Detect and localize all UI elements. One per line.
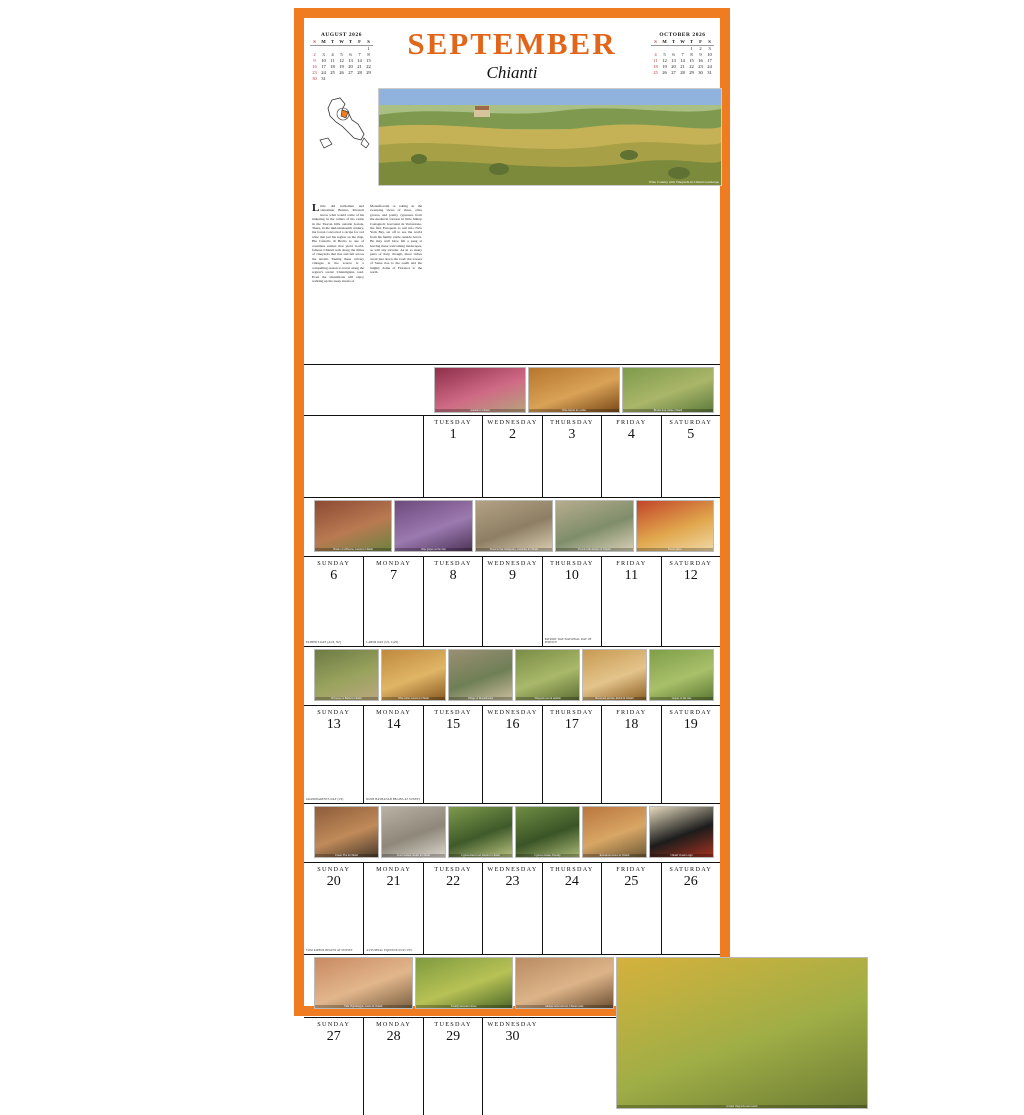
week-photo — [636, 500, 714, 552]
mini-calendar-previous — [310, 32, 373, 82]
mini-calendar-day: 13 — [671, 58, 676, 63]
day-name: SATURDAY — [661, 557, 720, 568]
day-cell[interactable] — [363, 445, 422, 497]
day-note: PATRIOT DAY/NATIONAL DAY OF SERVICE — [544, 638, 592, 644]
mini-calendar-day: 24 — [707, 64, 712, 69]
mini-calendar-dow: T — [346, 39, 355, 46]
mini-calendar-day: 9 — [313, 58, 316, 63]
mini-calendar-day: 30 — [312, 76, 317, 81]
day-number: 27 — [326, 1029, 341, 1044]
day-cell[interactable] — [601, 586, 660, 646]
week-photo — [622, 367, 714, 413]
mini-calendar-dow: F — [355, 39, 364, 46]
mini-calendar-day: 12 — [339, 58, 344, 63]
week-photo-caption: Autumn in Chianti — [435, 409, 525, 412]
mini-calendar-day: 31 — [707, 70, 712, 75]
mini-calendar-day: 29 — [689, 70, 694, 75]
day-cell[interactable] — [601, 892, 660, 954]
mini-calendar-day: 10 — [321, 58, 326, 63]
week-photo — [381, 649, 446, 701]
week-photo-caption: Street in San Gimignano, Castellina in Chianti — [476, 548, 552, 551]
calendar-week-row — [304, 497, 720, 646]
day-number: 18 — [601, 717, 660, 735]
day-name: SATURDAY — [661, 863, 720, 874]
week-day-cells — [304, 735, 720, 803]
week-photo — [582, 649, 647, 701]
day-cell[interactable] — [304, 735, 363, 803]
day-name: WEDNESDAY — [482, 1018, 541, 1029]
week-photo — [314, 649, 379, 701]
week-photo-caption: Bronze boar statue, Chianti — [623, 409, 713, 412]
week-day-names — [304, 862, 720, 874]
mini-calendar-day: 11 — [330, 58, 335, 63]
week-photo-strip — [304, 498, 720, 556]
page-subtitle: Chianti — [486, 63, 538, 82]
day-cell[interactable] — [304, 586, 363, 646]
calendar-header — [304, 26, 720, 88]
mini-calendar-day: 23 — [698, 64, 703, 69]
day-number: 15 — [423, 717, 482, 735]
week-photo-caption: Cypress avenue, Tuscany — [516, 854, 579, 857]
day-cell[interactable] — [542, 892, 601, 954]
italy-map-icon — [312, 94, 376, 156]
day-number: 8 — [423, 568, 482, 586]
mini-calendar-day: 28 — [357, 70, 362, 75]
day-number: 22 — [423, 874, 482, 892]
mini-calendar-day: 27 — [348, 70, 353, 75]
calendar-sheet — [304, 18, 758, 1108]
week-photo-caption: Vineyard rows in autumn — [516, 697, 579, 700]
week-photo — [582, 806, 647, 858]
mini-calendar-dow: M — [319, 39, 328, 46]
mini-calendar-day: 26 — [662, 70, 667, 75]
week-photo — [314, 806, 379, 858]
day-cell[interactable] — [542, 735, 601, 803]
week-day-names — [304, 705, 720, 717]
week-photo — [649, 649, 714, 701]
mini-calendar-day: 10 — [707, 52, 712, 57]
day-number: 4 — [601, 427, 660, 445]
mini-calendar-day: 22 — [689, 64, 694, 69]
week-day-names — [304, 415, 720, 427]
mini-calendar-dow: S — [705, 39, 714, 46]
mini-calendar-day: 18 — [653, 64, 658, 69]
mini-calendar-day: 1 — [367, 46, 370, 51]
week-photo-caption: Bread and pastries, Radda in Chianti — [583, 697, 646, 700]
day-name: TUESDAY — [423, 1018, 482, 1029]
day-number: 7 — [363, 568, 422, 586]
day-number: 10 — [542, 568, 601, 586]
day-number: 11 — [601, 568, 660, 586]
week-photo-caption: Driveway to Badia in Chianti — [315, 697, 378, 700]
mini-calendar-day: 4 — [654, 52, 657, 57]
week-photo — [515, 806, 580, 858]
week-day-numbers — [304, 717, 720, 735]
week-photo — [555, 500, 633, 552]
day-number: 1 — [423, 427, 482, 445]
week-photo-caption: Tuscan pizza — [637, 548, 713, 551]
mini-calendar-day: 11 — [653, 58, 658, 63]
mini-calendar-day: 3 — [708, 46, 711, 51]
day-cell[interactable] — [542, 586, 601, 646]
day-note: GRANDPARENTS DAY (US) — [306, 798, 344, 801]
mini-calendar-day: 15 — [366, 58, 371, 63]
top-photo-block — [304, 94, 720, 202]
day-cell[interactable] — [542, 445, 601, 497]
mini-calendar-day: 21 — [357, 64, 362, 69]
day-number — [304, 427, 363, 445]
week-day-numbers — [304, 568, 720, 586]
mini-calendar-dow: S — [651, 39, 660, 46]
mini-calendar-day: 29 — [366, 70, 371, 75]
week-photo-caption: Freshly harvested olives — [416, 1005, 513, 1008]
mini-calendar-next-title: OCTOBER 2026 — [659, 32, 706, 38]
day-cell[interactable] — [482, 892, 541, 954]
article-column-one-text: ittle did noblemen and statesman Bettino Ricasoli know what would come of his tinkering in the cellars of his castle in the Tuscan hills outside Gaiole. There, in the mid-nineteenth century, the baron concocted a recipe for red wine that put his region on the map. His Castello di Brolio is one of countless estates that yield world-famous Chianti reds along the miles of vineyards that rise and fall across the terrain. Tasting these velvety vintages at the source is a compelling reason to travel along the region's scenic Chiantigiana road. Even the abstemious will enjoy walking up the steep streets of — [312, 204, 364, 283]
day-name: SUNDAY — [317, 560, 351, 567]
week-photo — [448, 649, 513, 701]
week-day-cells — [304, 445, 720, 497]
day-number: 14 — [363, 717, 422, 735]
week-photo — [528, 367, 620, 413]
day-number: 3 — [542, 427, 601, 445]
day-cell[interactable] — [542, 1047, 601, 1115]
week-day-names — [304, 556, 720, 568]
mini-calendar-day — [328, 76, 337, 82]
day-name: FRIDAY — [601, 863, 660, 874]
article-dropcap: L — [312, 202, 320, 214]
day-cell[interactable] — [601, 445, 660, 497]
calendar-week-row — [304, 646, 720, 803]
day-cell[interactable] — [661, 586, 720, 646]
mini-calendar-day: 13 — [348, 58, 353, 63]
mini-calendar-day: 18 — [330, 64, 335, 69]
week-photo-caption: Ripe grapes on the vine — [395, 548, 471, 551]
day-note: LABOR DAY (US, CAN) — [366, 641, 399, 644]
day-note: ROSH HASHANAH BEGINS AT SUNSET — [366, 798, 421, 801]
mini-calendar-day: 21 — [680, 64, 685, 69]
week-photo-caption: Wine cellar, Gaiole in Chianti — [382, 697, 445, 700]
day-name: TUESDAY — [423, 557, 482, 568]
day-cell[interactable] — [661, 445, 720, 497]
week-photo-caption: Golden vineyards near Gaiole — [617, 1105, 868, 1108]
mini-calendar-day: 30 — [698, 70, 703, 75]
week-photo — [434, 367, 526, 413]
week-photo-caption: Restaurant terrace in Chianti — [583, 854, 646, 857]
mini-calendar-day: 17 — [321, 64, 326, 69]
day-note: AUTUMNAL EQUINOX 09:05 UTC — [366, 949, 413, 952]
week-photo — [616, 957, 869, 1109]
week-photo — [649, 806, 714, 858]
day-number: 30 — [482, 1029, 541, 1047]
mini-calendar-day: 24 — [321, 70, 326, 75]
day-number: 12 — [661, 568, 720, 586]
day-cell[interactable] — [661, 892, 720, 954]
day-number: 29 — [423, 1029, 482, 1047]
day-name: SATURDAY — [661, 416, 720, 427]
week-photo — [314, 500, 392, 552]
mini-calendar-day: 15 — [689, 58, 694, 63]
day-cell[interactable] — [363, 1047, 422, 1115]
week-photo-caption: Village of Montefioralle — [449, 697, 512, 700]
week-photo-caption: Antique terracotta urn, Chianti estate — [516, 1005, 613, 1008]
day-number: 6 — [330, 568, 338, 583]
day-name: MONDAY — [363, 1018, 422, 1029]
week-photo — [314, 957, 413, 1009]
mini-calendar-day: 20 — [671, 64, 676, 69]
day-number — [542, 1029, 601, 1047]
mini-calendar-day: 22 — [366, 64, 371, 69]
mini-calendar-day: 1 — [690, 46, 693, 51]
mini-calendar-day: 6 — [672, 52, 675, 57]
day-name: THURSDAY — [542, 557, 601, 568]
mini-calendar-day: 5 — [663, 52, 666, 57]
mini-calendar-day: 23 — [312, 70, 317, 75]
day-name: TUESDAY — [423, 416, 482, 427]
day-number: 9 — [482, 568, 541, 586]
day-name: SUNDAY — [317, 1021, 351, 1028]
week-photo-caption: Classic Fiat in Chianti — [315, 854, 378, 857]
day-name: FRIDAY — [601, 416, 660, 427]
day-cell[interactable] — [423, 735, 482, 803]
day-name: WEDNESDAY — [482, 416, 541, 427]
week-photo — [394, 500, 472, 552]
mini-calendar-day: 2 — [313, 52, 316, 57]
hero-photo-caption: Wine Country with Vineyards in Chianti Landscape — [648, 180, 719, 184]
article-column-two: Montefioralle or taking in the sweeping views of vines, olive groves, and pointy cypresses from the medieval fortress in little hilltop Castagnoli. Giovanni da Verrazzano, the first European to sail into New York Bay, set off to see the world from his family castle outside Greve. He may well have felt a pang at leaving these welcoming landscapes, as will any traveler. As in so many parts of Italy, though, more riches await just down the road: the towers of Siena rise to the south and the mighty dome of Florence to the north. — [370, 204, 422, 275]
day-number: 21 — [363, 874, 422, 892]
article-columns — [304, 204, 720, 364]
mini-calendar-dow: W — [678, 39, 687, 46]
mini-calendar-day — [364, 76, 373, 82]
week-photo-caption: Cypress-lined road, Radda in Chianti — [449, 854, 512, 857]
week-photo-caption: Lion fountain, Radda in Chianti — [382, 854, 445, 857]
mini-calendar-day: 19 — [662, 64, 667, 69]
mini-calendar-dow: W — [337, 39, 346, 46]
mini-calendar-day: 7 — [358, 52, 361, 57]
day-name: SUNDAY — [317, 709, 351, 716]
day-cell[interactable] — [601, 735, 660, 803]
mini-calendar-dow: T — [687, 39, 696, 46]
day-cell[interactable] — [482, 1047, 541, 1115]
orange-frame — [294, 8, 758, 1108]
day-number: 19 — [661, 717, 720, 735]
day-name: WEDNESDAY — [482, 706, 541, 717]
day-note: YOM KIPPUR BEGINS AT SUNSET — [306, 949, 353, 952]
mini-calendar-day: 27 — [671, 70, 676, 75]
day-number — [363, 427, 422, 445]
mini-calendar-day: 17 — [707, 58, 712, 63]
day-cell[interactable] — [363, 735, 422, 803]
calendar-week-row — [304, 954, 758, 1115]
day-cell[interactable] — [363, 586, 422, 646]
day-name: MONDAY — [363, 706, 422, 717]
day-number: 26 — [661, 874, 720, 892]
day-cell[interactable] — [423, 892, 482, 954]
calendar-week-row — [304, 803, 720, 954]
mini-calendar-day: 31 — [321, 76, 326, 81]
mini-calendar-next — [651, 32, 714, 76]
day-number: 23 — [482, 874, 541, 892]
day-cell[interactable] — [304, 445, 363, 497]
mini-calendar-day: 12 — [662, 58, 667, 63]
week-photo — [515, 957, 614, 1009]
hero-photo — [378, 88, 722, 186]
mini-calendar-day — [337, 76, 346, 82]
calendar-weeks — [304, 364, 758, 1115]
mini-calendar-day: 25 — [653, 70, 658, 75]
day-cell[interactable] — [363, 892, 422, 954]
week-photo-caption: Chianti Classico sign — [650, 854, 713, 857]
week-day-cells — [304, 586, 720, 646]
day-name: FRIDAY — [601, 557, 660, 568]
page-title: SEPTEMBER — [407, 26, 617, 61]
mini-calendar-day: 6 — [349, 52, 352, 57]
mini-calendar-day: 8 — [690, 52, 693, 57]
day-cell[interactable] — [661, 735, 720, 803]
calendar-week-row — [304, 364, 720, 497]
day-cell[interactable] — [423, 586, 482, 646]
mini-calendar-day: 3 — [322, 52, 325, 57]
week-photo-caption: Facade with shutters in Chianti — [556, 548, 632, 551]
day-name: SUNDAY — [317, 866, 351, 873]
mini-calendar-day: 9 — [699, 52, 702, 57]
day-name: THURSDAY — [542, 706, 601, 717]
week-photo — [415, 957, 514, 1009]
article-column-one — [312, 204, 364, 283]
mini-calendar-day: 28 — [680, 70, 685, 75]
mini-calendar-day: 4 — [331, 52, 334, 57]
day-cell[interactable] — [482, 445, 541, 497]
day-number: 25 — [601, 874, 660, 892]
day-name: MONDAY — [363, 863, 422, 874]
day-number: 16 — [482, 717, 541, 735]
day-number: 24 — [542, 874, 601, 892]
week-photo-caption: Villa Vignamaggio, Greve in Chianti — [315, 1005, 412, 1008]
week-photo — [448, 806, 513, 858]
day-number: 17 — [542, 717, 601, 735]
week-photo-strip — [304, 647, 720, 705]
day-name: WEDNESDAY — [482, 557, 541, 568]
week-photo-caption: Wine barrels in a cellar — [529, 409, 619, 412]
mini-calendar-day: 25 — [330, 70, 335, 75]
mini-calendar-next-grid — [651, 39, 714, 76]
week-day-cells — [304, 892, 720, 954]
week-photo — [515, 649, 580, 701]
mini-calendar-previous-title: AUGUST 2026 — [320, 32, 363, 38]
day-name: THURSDAY — [542, 416, 601, 427]
mini-calendar-dow: T — [669, 39, 678, 46]
day-cell[interactable] — [304, 892, 363, 954]
day-cell[interactable] — [482, 735, 541, 803]
mini-calendar-dow: F — [696, 39, 705, 46]
day-number: 5 — [661, 427, 720, 445]
mini-calendar-day: 16 — [312, 64, 317, 69]
day-note: FATHER'S DAY (AUS, NZ) — [306, 641, 342, 644]
mini-calendar-day: 26 — [339, 70, 344, 75]
week-photo-caption: Badia a Coltibuono, Gaiole in Chianti — [315, 548, 391, 551]
day-number: 28 — [363, 1029, 422, 1047]
mini-calendar-dow: S — [364, 39, 373, 46]
week-day-numbers — [304, 874, 720, 892]
mini-calendar-day: 5 — [340, 52, 343, 57]
mini-calendar-day — [355, 76, 364, 82]
day-cell[interactable] — [423, 1047, 482, 1115]
day-name: THURSDAY — [542, 863, 601, 874]
week-photo-caption: Grapes on the vine — [650, 697, 713, 700]
mini-calendar-day — [346, 76, 355, 82]
day-number: 20 — [326, 874, 341, 889]
day-number: 13 — [326, 717, 341, 732]
week-photo — [475, 500, 553, 552]
day-cell[interactable] — [304, 1047, 363, 1115]
week-photo — [381, 806, 446, 858]
day-name: MONDAY — [363, 557, 422, 568]
day-name: WEDNESDAY — [482, 863, 541, 874]
mini-calendar-day: 8 — [367, 52, 370, 57]
day-name: SATURDAY — [661, 706, 720, 717]
day-number: 2 — [482, 427, 541, 445]
week-photo-strip — [304, 365, 720, 415]
mini-calendar-day: 14 — [357, 58, 362, 63]
week-photo-strip — [304, 804, 720, 862]
week-day-numbers — [304, 427, 720, 445]
mini-calendar-day: 19 — [339, 64, 344, 69]
day-name: FRIDAY — [601, 706, 660, 717]
mini-calendar-dow: T — [328, 39, 337, 46]
mini-calendar-day: 20 — [348, 64, 353, 69]
mini-calendar-day: 16 — [698, 58, 703, 63]
day-cell[interactable] — [482, 586, 541, 646]
mini-calendar-day: 7 — [681, 52, 684, 57]
day-cell[interactable] — [423, 445, 482, 497]
mini-calendar-dow: S — [310, 39, 319, 46]
mini-calendar-dow: M — [660, 39, 669, 46]
day-name: TUESDAY — [423, 863, 482, 874]
mini-calendar-day: 2 — [699, 46, 702, 51]
mini-calendar-previous-grid — [310, 39, 373, 82]
mini-calendar-day: 14 — [680, 58, 685, 63]
day-name: TUESDAY — [423, 706, 482, 717]
